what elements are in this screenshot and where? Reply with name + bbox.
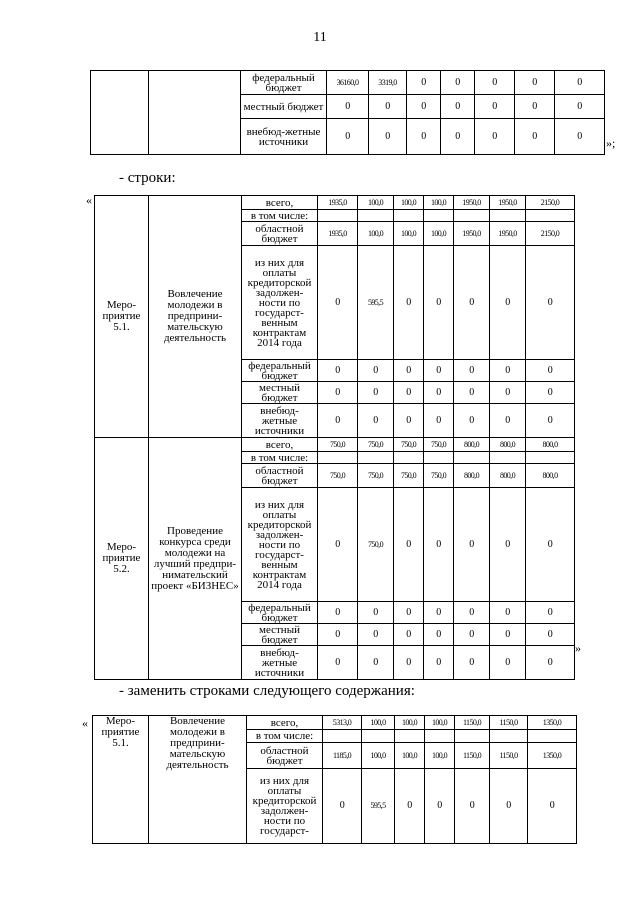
value-cell: 0 — [441, 119, 475, 155]
source-cell: всего, — [242, 438, 318, 452]
value-cell: 100,0 — [394, 222, 424, 246]
source-cell: из них для оплаты кредиторской задолжен-ности по государст-венным контрактам 2014 года — [242, 488, 318, 602]
value-cell: 100,0 — [424, 196, 454, 210]
table-row — [91, 71, 605, 95]
value-cell: 0 — [407, 95, 441, 119]
value-cell: 1150,0 — [455, 743, 490, 769]
value-cell: 100,0 — [395, 716, 425, 730]
source-cell: областной бюджет — [247, 743, 323, 769]
value-cell: 0 — [394, 246, 424, 360]
value-cell: 1950,0 — [454, 222, 490, 246]
value-cell: 750,0 — [424, 464, 454, 488]
measure-cell: Меро-приятие 5.1. — [95, 196, 149, 438]
value-cell — [358, 210, 394, 222]
value-cell: 5313,0 — [323, 716, 362, 730]
table-body — [93, 716, 577, 844]
open-mark: « — [86, 193, 92, 207]
heading-rows: - строки: — [119, 170, 176, 186]
value-cell: 750,0 — [318, 464, 358, 488]
value-cell: 800,0 — [526, 464, 575, 488]
value-cell — [454, 452, 490, 464]
end-mark: »; — [606, 136, 616, 150]
measure-cell: Меро-приятие 5.1. — [93, 716, 149, 844]
value-cell: 0 — [490, 360, 526, 382]
value-cell: 0 — [454, 488, 490, 602]
value-cell: 0 — [555, 71, 605, 95]
value-cell: 0 — [424, 404, 454, 438]
table-body — [95, 196, 575, 680]
value-cell: 1950,0 — [454, 196, 490, 210]
value-cell: 0 — [394, 624, 424, 646]
value-cell: 0 — [526, 646, 575, 680]
value-cell: 0 — [526, 404, 575, 438]
name-cell: Проведение конкурса среди молодежи на лучший предпри-нимательский проект «БИЗНЕС» — [149, 438, 242, 680]
value-cell: 0 — [394, 646, 424, 680]
value-cell: 0 — [490, 602, 526, 624]
value-cell: 0 — [394, 488, 424, 602]
value-cell — [323, 730, 362, 743]
value-cell: 100,0 — [394, 196, 424, 210]
value-cell: 100,0 — [362, 743, 395, 769]
value-cell: 0 — [526, 360, 575, 382]
value-cell — [318, 452, 358, 464]
value-cell: 100,0 — [395, 743, 425, 769]
value-cell: 0 — [526, 382, 575, 404]
value-cell: 100,0 — [425, 716, 455, 730]
source-cell: областной бюджет — [242, 222, 318, 246]
value-cell: 595,5 — [362, 769, 395, 844]
value-cell: 100,0 — [424, 222, 454, 246]
value-cell: 0 — [454, 624, 490, 646]
table-replacement-rows — [92, 715, 577, 844]
source-cell: внебюд-жетные источники — [242, 404, 318, 438]
value-cell: 0 — [318, 602, 358, 624]
value-cell: 0 — [318, 246, 358, 360]
value-cell — [528, 730, 577, 743]
value-cell: 0 — [528, 769, 577, 844]
value-cell: 1150,0 — [455, 716, 490, 730]
value-cell: 0 — [424, 382, 454, 404]
value-cell: 0 — [358, 404, 394, 438]
value-cell — [425, 730, 455, 743]
value-cell: 0 — [454, 602, 490, 624]
value-cell: 0 — [318, 646, 358, 680]
value-cell: 1950,0 — [490, 196, 526, 210]
value-cell: 0 — [424, 246, 454, 360]
value-cell — [455, 730, 490, 743]
value-cell: 0 — [358, 382, 394, 404]
value-cell: 0 — [394, 382, 424, 404]
value-cell: 800,0 — [454, 464, 490, 488]
source-cell: федеральный бюджет — [242, 602, 318, 624]
value-cell: 800,0 — [454, 438, 490, 452]
value-cell: 0 — [441, 95, 475, 119]
value-cell: 1350,0 — [528, 716, 577, 730]
value-cell: 2150,0 — [526, 222, 575, 246]
source-cell: федеральный бюджет — [242, 360, 318, 382]
value-cell: 0 — [327, 119, 369, 155]
source-cell: местный бюджет — [241, 95, 327, 119]
value-cell: 0 — [369, 95, 407, 119]
heading-replace: - заменить строками следующего содержания: — [119, 683, 415, 699]
value-cell: 1935,0 — [318, 222, 358, 246]
value-cell: 0 — [490, 246, 526, 360]
source-cell: в том числе: — [247, 730, 323, 743]
value-cell: 0 — [327, 95, 369, 119]
table-row — [95, 196, 575, 210]
value-cell — [424, 452, 454, 464]
source-cell: внебюд-жетные источники — [242, 646, 318, 680]
table-row — [95, 438, 575, 452]
measure-cell — [91, 71, 149, 155]
value-cell: 750,0 — [358, 488, 394, 602]
value-cell: 750,0 — [358, 464, 394, 488]
value-cell: 0 — [454, 646, 490, 680]
value-cell: 0 — [454, 404, 490, 438]
value-cell: 0 — [318, 382, 358, 404]
value-cell: 0 — [475, 71, 515, 95]
value-cell: 750,0 — [394, 464, 424, 488]
value-cell: 0 — [454, 360, 490, 382]
table-original-rows — [94, 195, 575, 680]
value-cell: 0 — [526, 488, 575, 602]
value-cell: 36160,0 — [327, 71, 369, 95]
value-cell — [526, 210, 575, 222]
value-cell: 0 — [526, 602, 575, 624]
source-cell: всего, — [247, 716, 323, 730]
value-cell: 750,0 — [424, 438, 454, 452]
measure-cell: Меро-приятие 5.2. — [95, 438, 149, 680]
value-cell: 0 — [555, 119, 605, 155]
value-cell: 800,0 — [526, 438, 575, 452]
value-cell: 0 — [515, 71, 555, 95]
value-cell: 0 — [394, 602, 424, 624]
value-cell: 0 — [490, 488, 526, 602]
value-cell: 0 — [454, 382, 490, 404]
value-cell: 750,0 — [318, 438, 358, 452]
value-cell: 595,5 — [358, 246, 394, 360]
value-cell: 1935,0 — [318, 196, 358, 210]
value-cell: 0 — [455, 769, 490, 844]
source-cell: всего, — [242, 196, 318, 210]
value-cell — [424, 210, 454, 222]
value-cell: 0 — [358, 360, 394, 382]
value-cell — [490, 452, 526, 464]
value-cell: 0 — [318, 404, 358, 438]
source-cell: из них для оплаты кредиторской задолжен-ности по государст- — [247, 769, 323, 844]
page-number: 11 — [313, 30, 327, 45]
value-cell: 0 — [358, 624, 394, 646]
value-cell: 0 — [318, 488, 358, 602]
value-cell: 0 — [490, 382, 526, 404]
value-cell: 2150,0 — [526, 196, 575, 210]
value-cell: 0 — [407, 119, 441, 155]
value-cell: 0 — [369, 119, 407, 155]
value-cell: 1350,0 — [528, 743, 577, 769]
value-cell — [394, 452, 424, 464]
value-cell: 0 — [475, 119, 515, 155]
value-cell: 3319,0 — [369, 71, 407, 95]
source-cell: областной бюджет — [242, 464, 318, 488]
value-cell — [318, 210, 358, 222]
value-cell: 0 — [395, 769, 425, 844]
open-mark: « — [82, 716, 88, 730]
value-cell: 750,0 — [358, 438, 394, 452]
value-cell — [358, 452, 394, 464]
value-cell: 0 — [424, 646, 454, 680]
value-cell — [362, 730, 395, 743]
value-cell — [394, 210, 424, 222]
name-cell: Вовлечение молодежи в предприни-мательскую деятельность — [149, 716, 247, 844]
value-cell: 1150,0 — [490, 743, 528, 769]
value-cell — [395, 730, 425, 743]
value-cell: 1185,0 — [323, 743, 362, 769]
value-cell: 0 — [424, 602, 454, 624]
value-cell: 0 — [515, 119, 555, 155]
value-cell: 750,0 — [394, 438, 424, 452]
value-cell: 0 — [475, 95, 515, 119]
value-cell: 0 — [424, 488, 454, 602]
value-cell: 0 — [490, 624, 526, 646]
source-cell: в том числе: — [242, 210, 318, 222]
value-cell: 0 — [454, 246, 490, 360]
value-cell: 0 — [490, 646, 526, 680]
value-cell: 100,0 — [362, 716, 395, 730]
value-cell: 0 — [515, 95, 555, 119]
value-cell: 1950,0 — [490, 222, 526, 246]
source-cell: из них для оплаты кредиторской задолжен-ности по государст-венным контрактам 2014 года — [242, 246, 318, 360]
value-cell: 0 — [424, 360, 454, 382]
value-cell: 0 — [526, 246, 575, 360]
source-cell: внебюд-жетные источники — [241, 119, 327, 155]
value-cell: 0 — [555, 95, 605, 119]
table-body — [91, 71, 605, 155]
value-cell: 0 — [318, 360, 358, 382]
value-cell: 800,0 — [490, 464, 526, 488]
name-cell: Вовлечение молодежи в предприни-мательскую деятельность — [149, 196, 242, 438]
value-cell: 0 — [358, 646, 394, 680]
value-cell: 0 — [490, 769, 528, 844]
name-cell — [149, 71, 241, 155]
value-cell: 0 — [407, 71, 441, 95]
source-cell: местный бюджет — [242, 624, 318, 646]
source-cell: местный бюджет — [242, 382, 318, 404]
value-cell: 0 — [424, 624, 454, 646]
value-cell: 100,0 — [425, 743, 455, 769]
value-cell: 100,0 — [358, 222, 394, 246]
value-cell — [490, 210, 526, 222]
value-cell — [490, 730, 528, 743]
value-cell: 100,0 — [358, 196, 394, 210]
value-cell: 0 — [425, 769, 455, 844]
value-cell: 800,0 — [490, 438, 526, 452]
value-cell: 0 — [441, 71, 475, 95]
value-cell: 0 — [394, 404, 424, 438]
value-cell: 0 — [526, 624, 575, 646]
value-cell: 0 — [318, 624, 358, 646]
source-cell: федеральный бюджет — [241, 71, 327, 95]
value-cell — [454, 210, 490, 222]
end-mark: » — [575, 641, 581, 655]
value-cell: 0 — [323, 769, 362, 844]
value-cell: 0 — [358, 602, 394, 624]
value-cell — [526, 452, 575, 464]
value-cell: 1150,0 — [490, 716, 528, 730]
value-cell: 0 — [490, 404, 526, 438]
table-continued — [90, 70, 605, 155]
table-row — [93, 716, 577, 730]
value-cell: 0 — [394, 360, 424, 382]
source-cell: в том числе: — [242, 452, 318, 464]
